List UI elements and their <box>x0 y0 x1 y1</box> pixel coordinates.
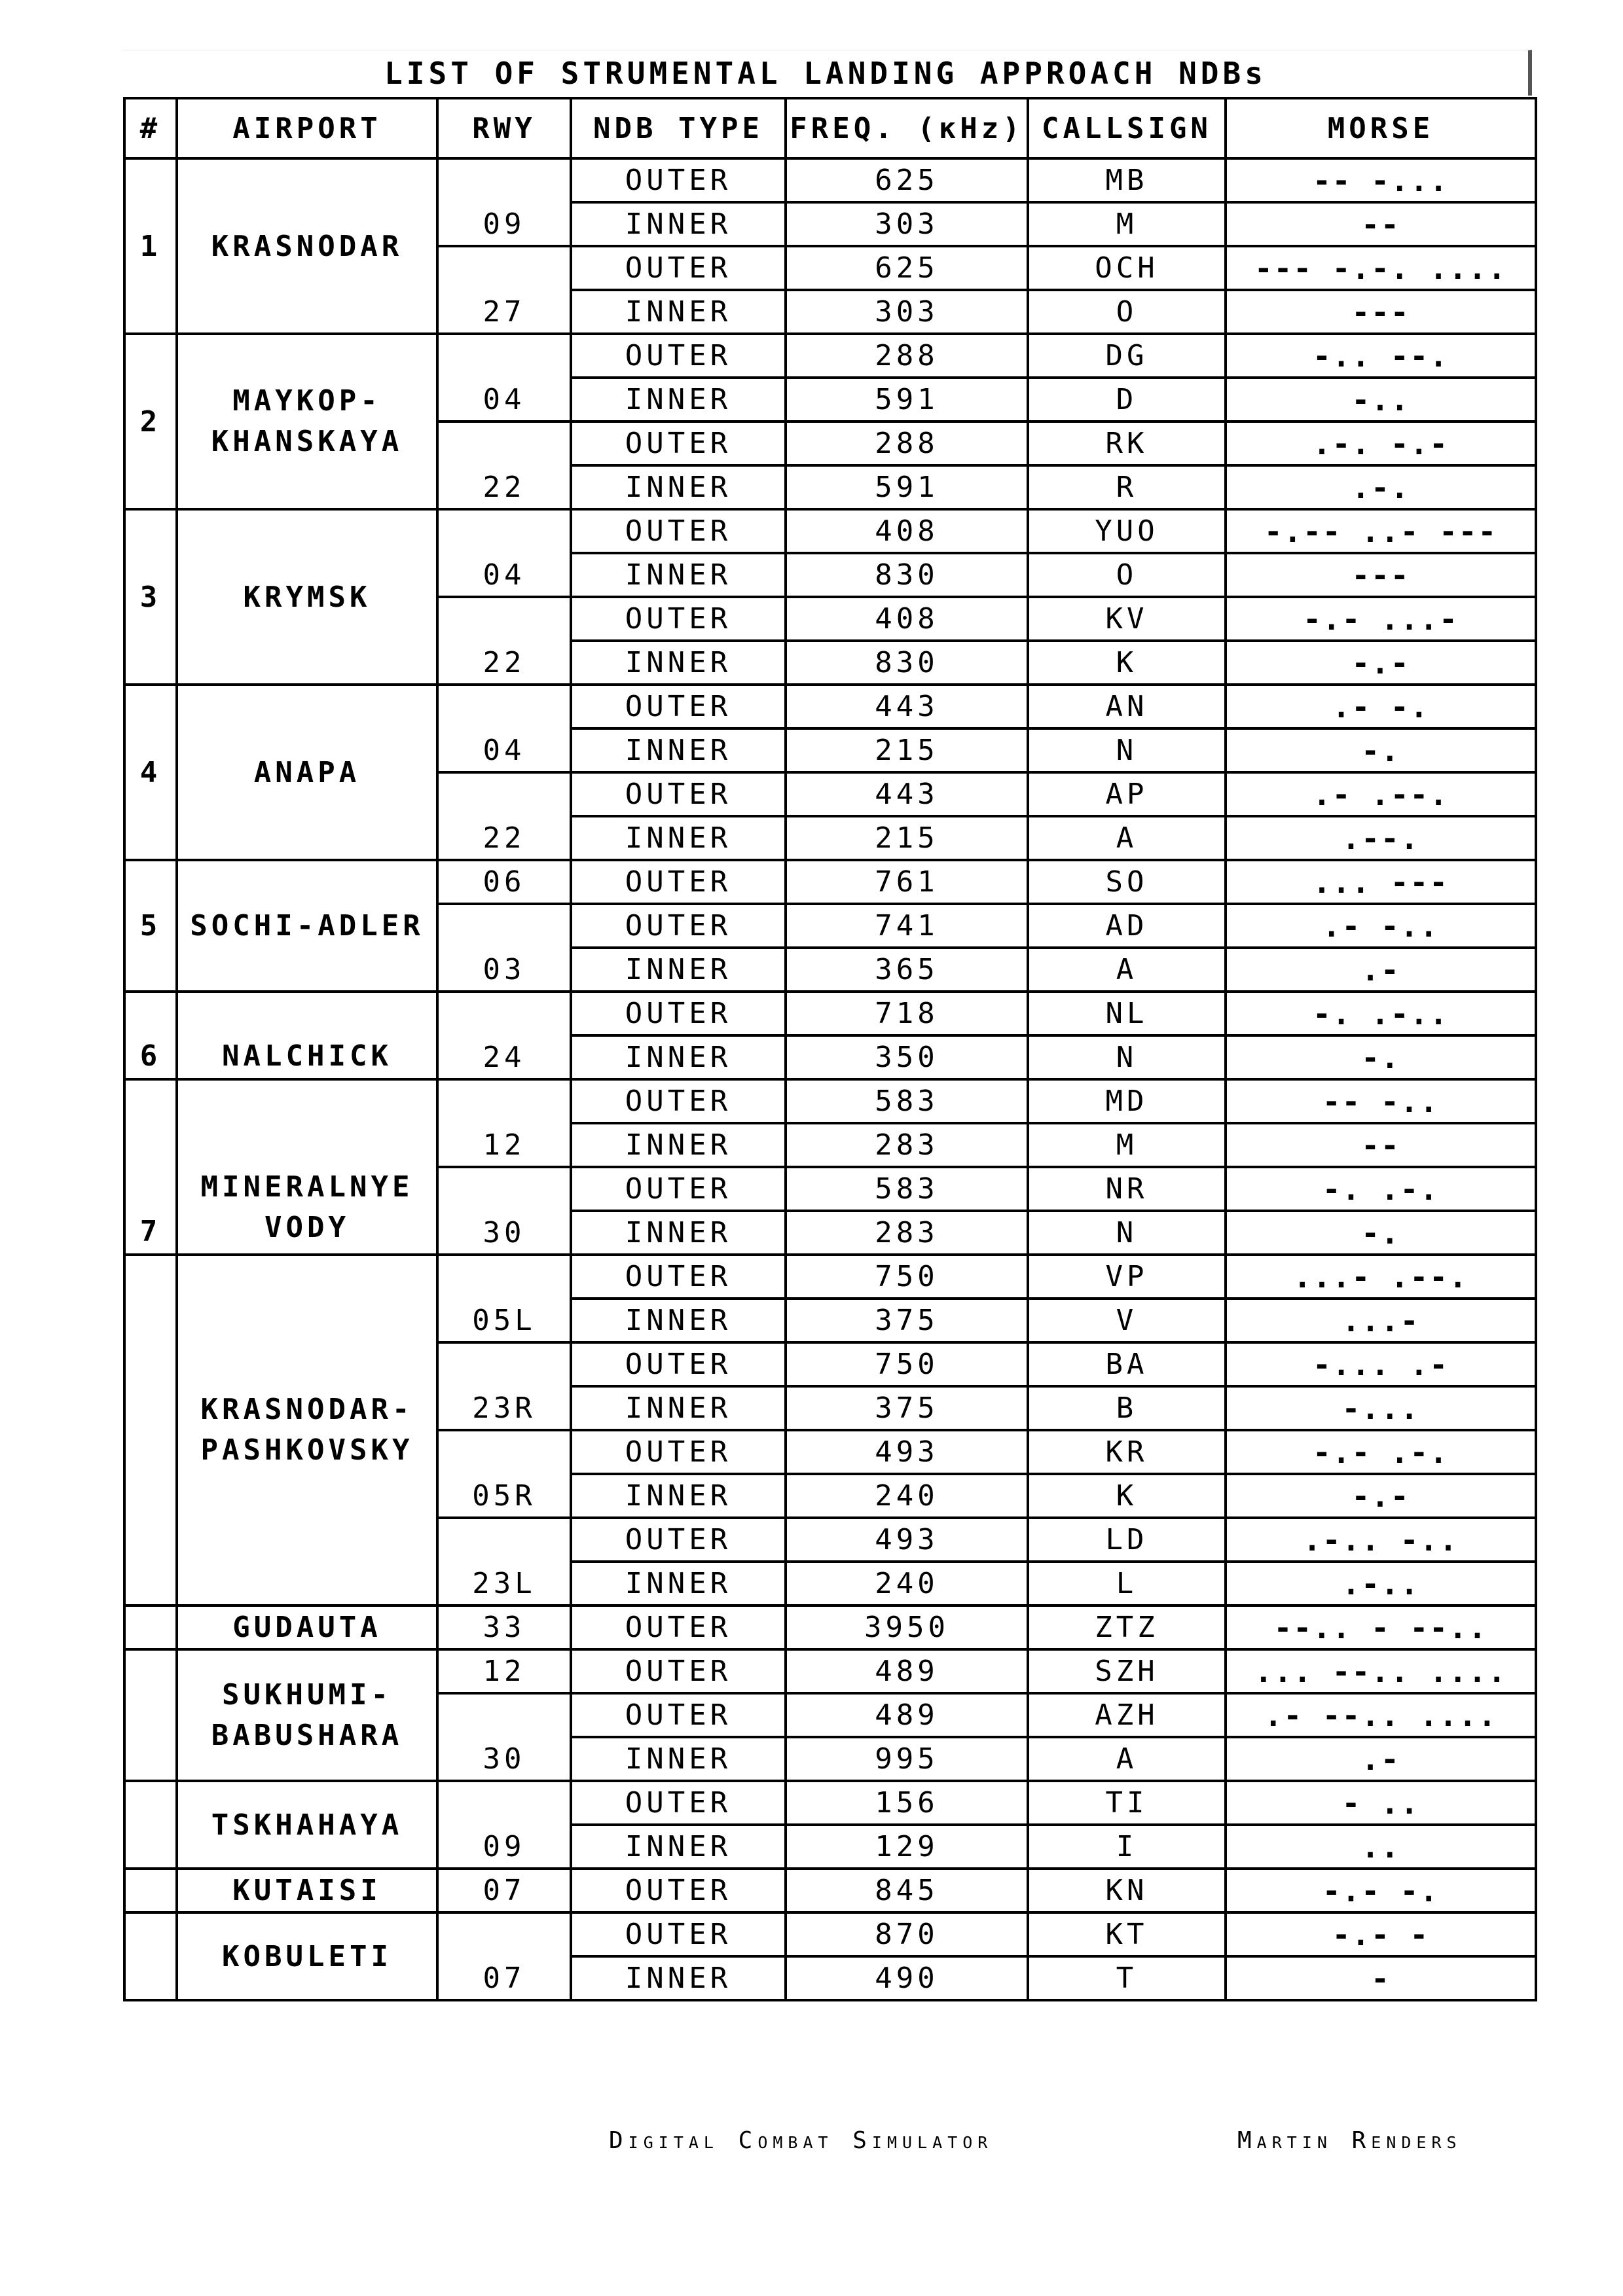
frequency: 845 <box>786 1869 1028 1912</box>
ndb-type: OUTER <box>571 772 786 816</box>
morse-code: -.- <box>1226 641 1536 685</box>
callsign: M <box>1028 202 1226 246</box>
morse-code: .--. <box>1226 816 1536 860</box>
ndb-type: OUTER <box>571 1518 786 1562</box>
callsign: KV <box>1028 597 1226 641</box>
table-row <box>124 1255 1536 1299</box>
ndb-type: OUTER <box>571 1693 786 1737</box>
callsign: DG <box>1028 334 1226 378</box>
ndb-type: INNER <box>571 641 786 685</box>
ndb-type: INNER <box>571 378 786 422</box>
runway: 12 <box>437 1079 571 1167</box>
ndb-type: OUTER <box>571 422 786 465</box>
frequency: 288 <box>786 422 1028 465</box>
morse-code: -.- <box>1226 1474 1536 1518</box>
frequency: 750 <box>786 1255 1028 1299</box>
airport-name: GUDAUTA <box>177 1605 437 1649</box>
airport-number: 4 <box>124 685 177 860</box>
table-row <box>124 509 1536 553</box>
morse-code: -.. --. <box>1226 334 1536 378</box>
airport-number: 3 <box>124 509 177 685</box>
callsign: A <box>1028 948 1226 992</box>
runway: 23R <box>437 1342 571 1430</box>
header-row <box>124 98 1536 158</box>
callsign: K <box>1028 641 1226 685</box>
ndb-type: OUTER <box>571 1912 786 1956</box>
frequency: 625 <box>786 246 1028 290</box>
airport-group <box>124 685 1536 860</box>
table-row <box>124 1912 1536 1956</box>
frequency: 830 <box>786 553 1028 597</box>
callsign: VP <box>1028 1255 1226 1299</box>
frequency: 741 <box>786 904 1028 948</box>
ndb-type: OUTER <box>571 1869 786 1912</box>
ndb-type: INNER <box>571 553 786 597</box>
callsign: N <box>1028 728 1226 772</box>
runway: 22 <box>437 422 571 509</box>
morse-code: --.. - --.. <box>1226 1605 1536 1649</box>
airport-name: TSKHAHAYA <box>177 1781 437 1869</box>
morse-code: .-.. -.. <box>1226 1518 1536 1562</box>
table-row <box>124 1605 1536 1649</box>
ndb-type: INNER <box>571 1737 786 1781</box>
airport-group <box>124 1649 1536 1781</box>
callsign: B <box>1028 1386 1226 1430</box>
runway: 27 <box>437 246 571 334</box>
ndb-type: OUTER <box>571 1342 786 1386</box>
ndb-type: OUTER <box>571 509 786 553</box>
table-row <box>124 685 1536 728</box>
runway: 22 <box>437 772 571 860</box>
morse-code: -.-- ..- --- <box>1226 509 1536 553</box>
frequency: 443 <box>786 772 1028 816</box>
airport-group <box>124 1079 1536 1255</box>
morse-code: ... --- <box>1226 860 1536 904</box>
callsign: MD <box>1028 1079 1226 1123</box>
morse-code: ...- <box>1226 1299 1536 1342</box>
morse-code: -... <box>1226 1386 1536 1430</box>
frequency: 489 <box>786 1693 1028 1737</box>
callsign: AN <box>1028 685 1226 728</box>
callsign: D <box>1028 378 1226 422</box>
callsign: T <box>1028 1956 1226 2000</box>
morse-code: -. <box>1226 1211 1536 1255</box>
ndb-type: INNER <box>571 1825 786 1869</box>
callsign: NR <box>1028 1167 1226 1211</box>
runway: 04 <box>437 334 571 422</box>
runway: 30 <box>437 1167 571 1255</box>
header-airport: AIRPORT <box>177 98 437 158</box>
callsign: N <box>1028 1211 1226 1255</box>
callsign: AP <box>1028 772 1226 816</box>
frequency: 443 <box>786 685 1028 728</box>
frequency: 625 <box>786 158 1028 202</box>
runway: 24 <box>437 992 571 1079</box>
ndb-type: OUTER <box>571 904 786 948</box>
airport-name: KRYMSK <box>177 509 437 685</box>
ndb-type: OUTER <box>571 1167 786 1211</box>
callsign: NL <box>1028 992 1226 1035</box>
airport-group <box>124 1912 1536 2000</box>
ndb-type: INNER <box>571 1299 786 1342</box>
ndb-type: INNER <box>571 1956 786 2000</box>
frequency: 591 <box>786 465 1028 509</box>
ndb-type: INNER <box>571 816 786 860</box>
airport-number <box>124 1255 177 1605</box>
runway: 23L <box>437 1518 571 1605</box>
morse-code: .- --.. .... <box>1226 1693 1536 1737</box>
callsign: N <box>1028 1035 1226 1079</box>
airport-group <box>124 1255 1536 1605</box>
callsign: AD <box>1028 904 1226 948</box>
morse-code: .-. -.- <box>1226 422 1536 465</box>
airport-group <box>124 334 1536 509</box>
table-row <box>124 860 1536 904</box>
morse-code: ... --.. .... <box>1226 1649 1536 1693</box>
callsign: KT <box>1028 1912 1226 1956</box>
callsign: I <box>1028 1825 1226 1869</box>
callsign: TI <box>1028 1781 1226 1825</box>
airport-group <box>124 992 1536 1079</box>
morse-code: -.- - <box>1226 1912 1536 1956</box>
callsign: K <box>1028 1474 1226 1518</box>
frequency: 750 <box>786 1342 1028 1386</box>
ndb-type: INNER <box>571 1123 786 1167</box>
airport-name: MAYKOP-KHANSKAYA <box>177 334 437 509</box>
ndb-type: INNER <box>571 465 786 509</box>
frequency: 591 <box>786 378 1028 422</box>
ndb-type: INNER <box>571 202 786 246</box>
callsign: O <box>1028 553 1226 597</box>
callsign: KR <box>1028 1430 1226 1474</box>
airport-group <box>124 1605 1536 1649</box>
airport-name: KRASNODAR <box>177 158 437 334</box>
airport-group <box>124 1781 1536 1869</box>
frequency: 283 <box>786 1211 1028 1255</box>
morse-code: --- <box>1226 290 1536 334</box>
frequency: 995 <box>786 1737 1028 1781</box>
frequency: 156 <box>786 1781 1028 1825</box>
morse-code: -- <box>1226 1123 1536 1167</box>
ndb-table <box>123 97 1537 2001</box>
frequency: 490 <box>786 1956 1028 2000</box>
morse-code: -- <box>1226 202 1536 246</box>
morse-code: .. <box>1226 1825 1536 1869</box>
runway: 22 <box>437 597 571 685</box>
morse-code: - <box>1226 1956 1536 2000</box>
morse-code: -.- ...- <box>1226 597 1536 641</box>
ndb-type: OUTER <box>571 1781 786 1825</box>
runway: 07 <box>437 1912 571 2000</box>
header-ndb-type: NDB TYPE <box>571 98 786 158</box>
airport-name: MINERALNYE VODY <box>177 1079 437 1255</box>
callsign: LD <box>1028 1518 1226 1562</box>
frequency: 375 <box>786 1299 1028 1342</box>
callsign: RK <box>1028 422 1226 465</box>
ndb-type: OUTER <box>571 992 786 1035</box>
ndb-type: OUTER <box>571 1605 786 1649</box>
airport-number <box>124 1912 177 2000</box>
ndb-type: OUTER <box>571 1430 786 1474</box>
ndb-type: INNER <box>571 1474 786 1518</box>
morse-code: .- .--. <box>1226 772 1536 816</box>
airport-name: KRASNODAR-PASHKOVSKY <box>177 1255 437 1605</box>
frequency: 493 <box>786 1518 1028 1562</box>
header-rwy: RWY <box>437 98 571 158</box>
frequency: 493 <box>786 1430 1028 1474</box>
ndb-type: INNER <box>571 1211 786 1255</box>
runway: 03 <box>437 904 571 992</box>
morse-code: -. .-.. <box>1226 992 1536 1035</box>
header-num: # <box>124 98 177 158</box>
morse-code: -. <box>1226 728 1536 772</box>
callsign: M <box>1028 1123 1226 1167</box>
page-title: LIST OF STRUMENTAL LANDING APPROACH NDBs <box>123 50 1532 96</box>
morse-code: .-.. <box>1226 1562 1536 1605</box>
runway: 12 <box>437 1649 571 1693</box>
table-row <box>124 334 1536 378</box>
airport-group <box>124 860 1536 992</box>
ndb-type: OUTER <box>571 860 786 904</box>
morse-code: .-. <box>1226 465 1536 509</box>
ndb-type: INNER <box>571 1562 786 1605</box>
morse-code: -. <box>1226 1035 1536 1079</box>
airport-number: 1 <box>124 158 177 334</box>
callsign: A <box>1028 816 1226 860</box>
morse-code: -- -... <box>1226 158 1536 202</box>
ndb-type: INNER <box>571 728 786 772</box>
ndb-type: INNER <box>571 948 786 992</box>
frequency: 583 <box>786 1079 1028 1123</box>
header-callsign: CALLSIGN <box>1028 98 1226 158</box>
frequency: 283 <box>786 1123 1028 1167</box>
airport-name: ANAPA <box>177 685 437 860</box>
morse-code: .- <box>1226 1737 1536 1781</box>
frequency: 408 <box>786 509 1028 553</box>
ndb-type: OUTER <box>571 1255 786 1299</box>
footer-credit-left: Digital Combat Simulator <box>609 2127 993 2154</box>
runway: 05L <box>437 1255 571 1342</box>
callsign: R <box>1028 465 1226 509</box>
morse-code: .- -.. <box>1226 904 1536 948</box>
runway: 09 <box>437 1781 571 1869</box>
airport-number: 7 <box>124 1079 177 1255</box>
frequency: 830 <box>786 641 1028 685</box>
ndb-type: OUTER <box>571 246 786 290</box>
airport-name: KUTAISI <box>177 1869 437 1912</box>
frequency: 583 <box>786 1167 1028 1211</box>
frequency: 870 <box>786 1912 1028 1956</box>
table-row <box>124 1079 1536 1123</box>
morse-code: ...- .--. <box>1226 1255 1536 1299</box>
ndb-type: OUTER <box>571 334 786 378</box>
airport-group <box>124 509 1536 685</box>
frequency: 240 <box>786 1474 1028 1518</box>
morse-code: -- -.. <box>1226 1079 1536 1123</box>
callsign: V <box>1028 1299 1226 1342</box>
frequency: 375 <box>786 1386 1028 1430</box>
table-row <box>124 158 1536 202</box>
ndb-type: OUTER <box>571 1649 786 1693</box>
airport-number: 2 <box>124 334 177 509</box>
callsign: BA <box>1028 1342 1226 1386</box>
footer-credit-right: Martin Renders <box>1237 2127 1462 2154</box>
frequency: 718 <box>786 992 1028 1035</box>
table-row <box>124 992 1536 1035</box>
morse-code: .- -. <box>1226 685 1536 728</box>
runway: 30 <box>437 1693 571 1781</box>
frequency: 215 <box>786 728 1028 772</box>
callsign: SO <box>1028 860 1226 904</box>
table-row <box>124 1649 1536 1693</box>
callsign: OCH <box>1028 246 1226 290</box>
morse-code: - .. <box>1226 1781 1536 1825</box>
callsign: MB <box>1028 158 1226 202</box>
morse-code: -.- -. <box>1226 1869 1536 1912</box>
frequency: 350 <box>786 1035 1028 1079</box>
callsign: AZH <box>1028 1693 1226 1737</box>
runway: 33 <box>437 1605 571 1649</box>
airport-number <box>124 1605 177 1649</box>
ndb-type: OUTER <box>571 158 786 202</box>
ndb-type: INNER <box>571 1386 786 1430</box>
ndb-type: INNER <box>571 290 786 334</box>
frequency: 215 <box>786 816 1028 860</box>
morse-code: -... .- <box>1226 1342 1536 1386</box>
frequency: 240 <box>786 1562 1028 1605</box>
morse-code: --- <box>1226 553 1536 597</box>
morse-code: --- -.-. .... <box>1226 246 1536 290</box>
airport-name: KOBULETI <box>177 1912 437 2000</box>
callsign: L <box>1028 1562 1226 1605</box>
airport-number <box>124 1649 177 1781</box>
runway: 05R <box>437 1430 571 1518</box>
header-morse: MORSE <box>1226 98 1536 158</box>
ndb-type: OUTER <box>571 1079 786 1123</box>
callsign: KN <box>1028 1869 1226 1912</box>
frequency: 303 <box>786 202 1028 246</box>
frequency: 489 <box>786 1649 1028 1693</box>
ndb-type: OUTER <box>571 597 786 641</box>
frequency: 288 <box>786 334 1028 378</box>
callsign: O <box>1028 290 1226 334</box>
table-row <box>124 1869 1536 1912</box>
morse-code: -.- .-. <box>1226 1430 1536 1474</box>
airport-name: SOCHI-ADLER <box>177 860 437 992</box>
runway: 07 <box>437 1869 571 1912</box>
callsign: ZTZ <box>1028 1605 1226 1649</box>
airport-number <box>124 1869 177 1912</box>
morse-code: -.. <box>1226 378 1536 422</box>
airport-group <box>124 158 1536 334</box>
runway: 09 <box>437 158 571 246</box>
runway: 04 <box>437 509 571 597</box>
header-freq: FREQ. (κHz) <box>786 98 1028 158</box>
frequency: 303 <box>786 290 1028 334</box>
airport-number: 5 <box>124 860 177 992</box>
airport-number: 6 <box>124 992 177 1079</box>
runway: 04 <box>437 685 571 772</box>
airport-group <box>124 1869 1536 1912</box>
frequency: 761 <box>786 860 1028 904</box>
callsign: A <box>1028 1737 1226 1781</box>
airport-name: NALCHICK <box>177 992 437 1079</box>
ndb-type: OUTER <box>571 685 786 728</box>
morse-code: -. .-. <box>1226 1167 1536 1211</box>
ndb-type: INNER <box>571 1035 786 1079</box>
frequency: 365 <box>786 948 1028 992</box>
frequency: 3950 <box>786 1605 1028 1649</box>
table-row <box>124 1781 1536 1825</box>
callsign: YUO <box>1028 509 1226 553</box>
frequency: 129 <box>786 1825 1028 1869</box>
morse-code: .- <box>1226 948 1536 992</box>
frequency: 408 <box>786 597 1028 641</box>
airport-number <box>124 1781 177 1869</box>
runway: 06 <box>437 860 571 904</box>
airport-name: SUKHUMI-BABUSHARA <box>177 1649 437 1781</box>
callsign: SZH <box>1028 1649 1226 1693</box>
